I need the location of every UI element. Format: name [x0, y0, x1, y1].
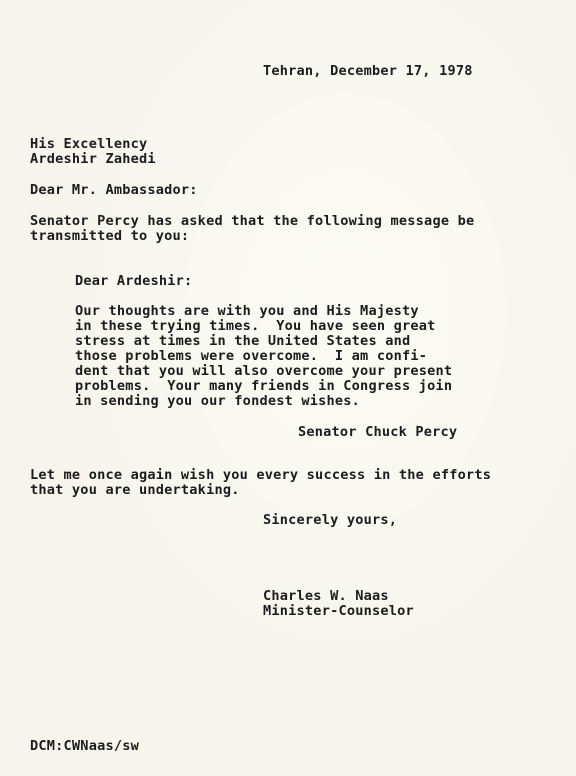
- complimentary-close: Sincerely yours,: [263, 512, 398, 528]
- intro-line-1: Senator Percy has asked that the following message be: [30, 213, 475, 229]
- signer-name: Charles W. Naas: [263, 588, 389, 604]
- intro-line-2: transmitted to you:: [30, 228, 190, 244]
- reference-initials: DCM:CWNaas/sw: [30, 738, 139, 754]
- addressee-line-1: His Excellency: [30, 136, 148, 152]
- quoted-body-line-3: stress at times in the United States and: [75, 333, 411, 349]
- quoted-body-line-2: in these trying times. You have seen great: [75, 318, 436, 334]
- signer-title: Minister-Counselor: [263, 603, 414, 619]
- salutation: Dear Mr. Ambassador:: [30, 182, 198, 198]
- quoted-body-line-1: Our thoughts are with you and His Majesty: [75, 303, 419, 319]
- quoted-salutation: Dear Ardeshir:: [75, 273, 193, 289]
- quoted-body-line-6: problems. Your many friends in Congress join: [75, 378, 453, 394]
- quoted-signature: Senator Chuck Percy: [298, 424, 458, 440]
- quoted-body-line-7: in sending you our fondest wishes.: [75, 393, 361, 409]
- closing-paragraph-line-2: that you are undertaking.: [30, 482, 240, 498]
- dateline: Tehran, December 17, 1978: [263, 63, 473, 79]
- addressee-line-2: Ardeshir Zahedi: [30, 151, 156, 167]
- quoted-body-line-4: those problems were overcome. I am confi-: [75, 348, 428, 364]
- closing-paragraph-line-1: Let me once again wish you every success in the efforts: [30, 467, 492, 483]
- quoted-body-line-5: dent that you will also overcome your present: [75, 363, 453, 379]
